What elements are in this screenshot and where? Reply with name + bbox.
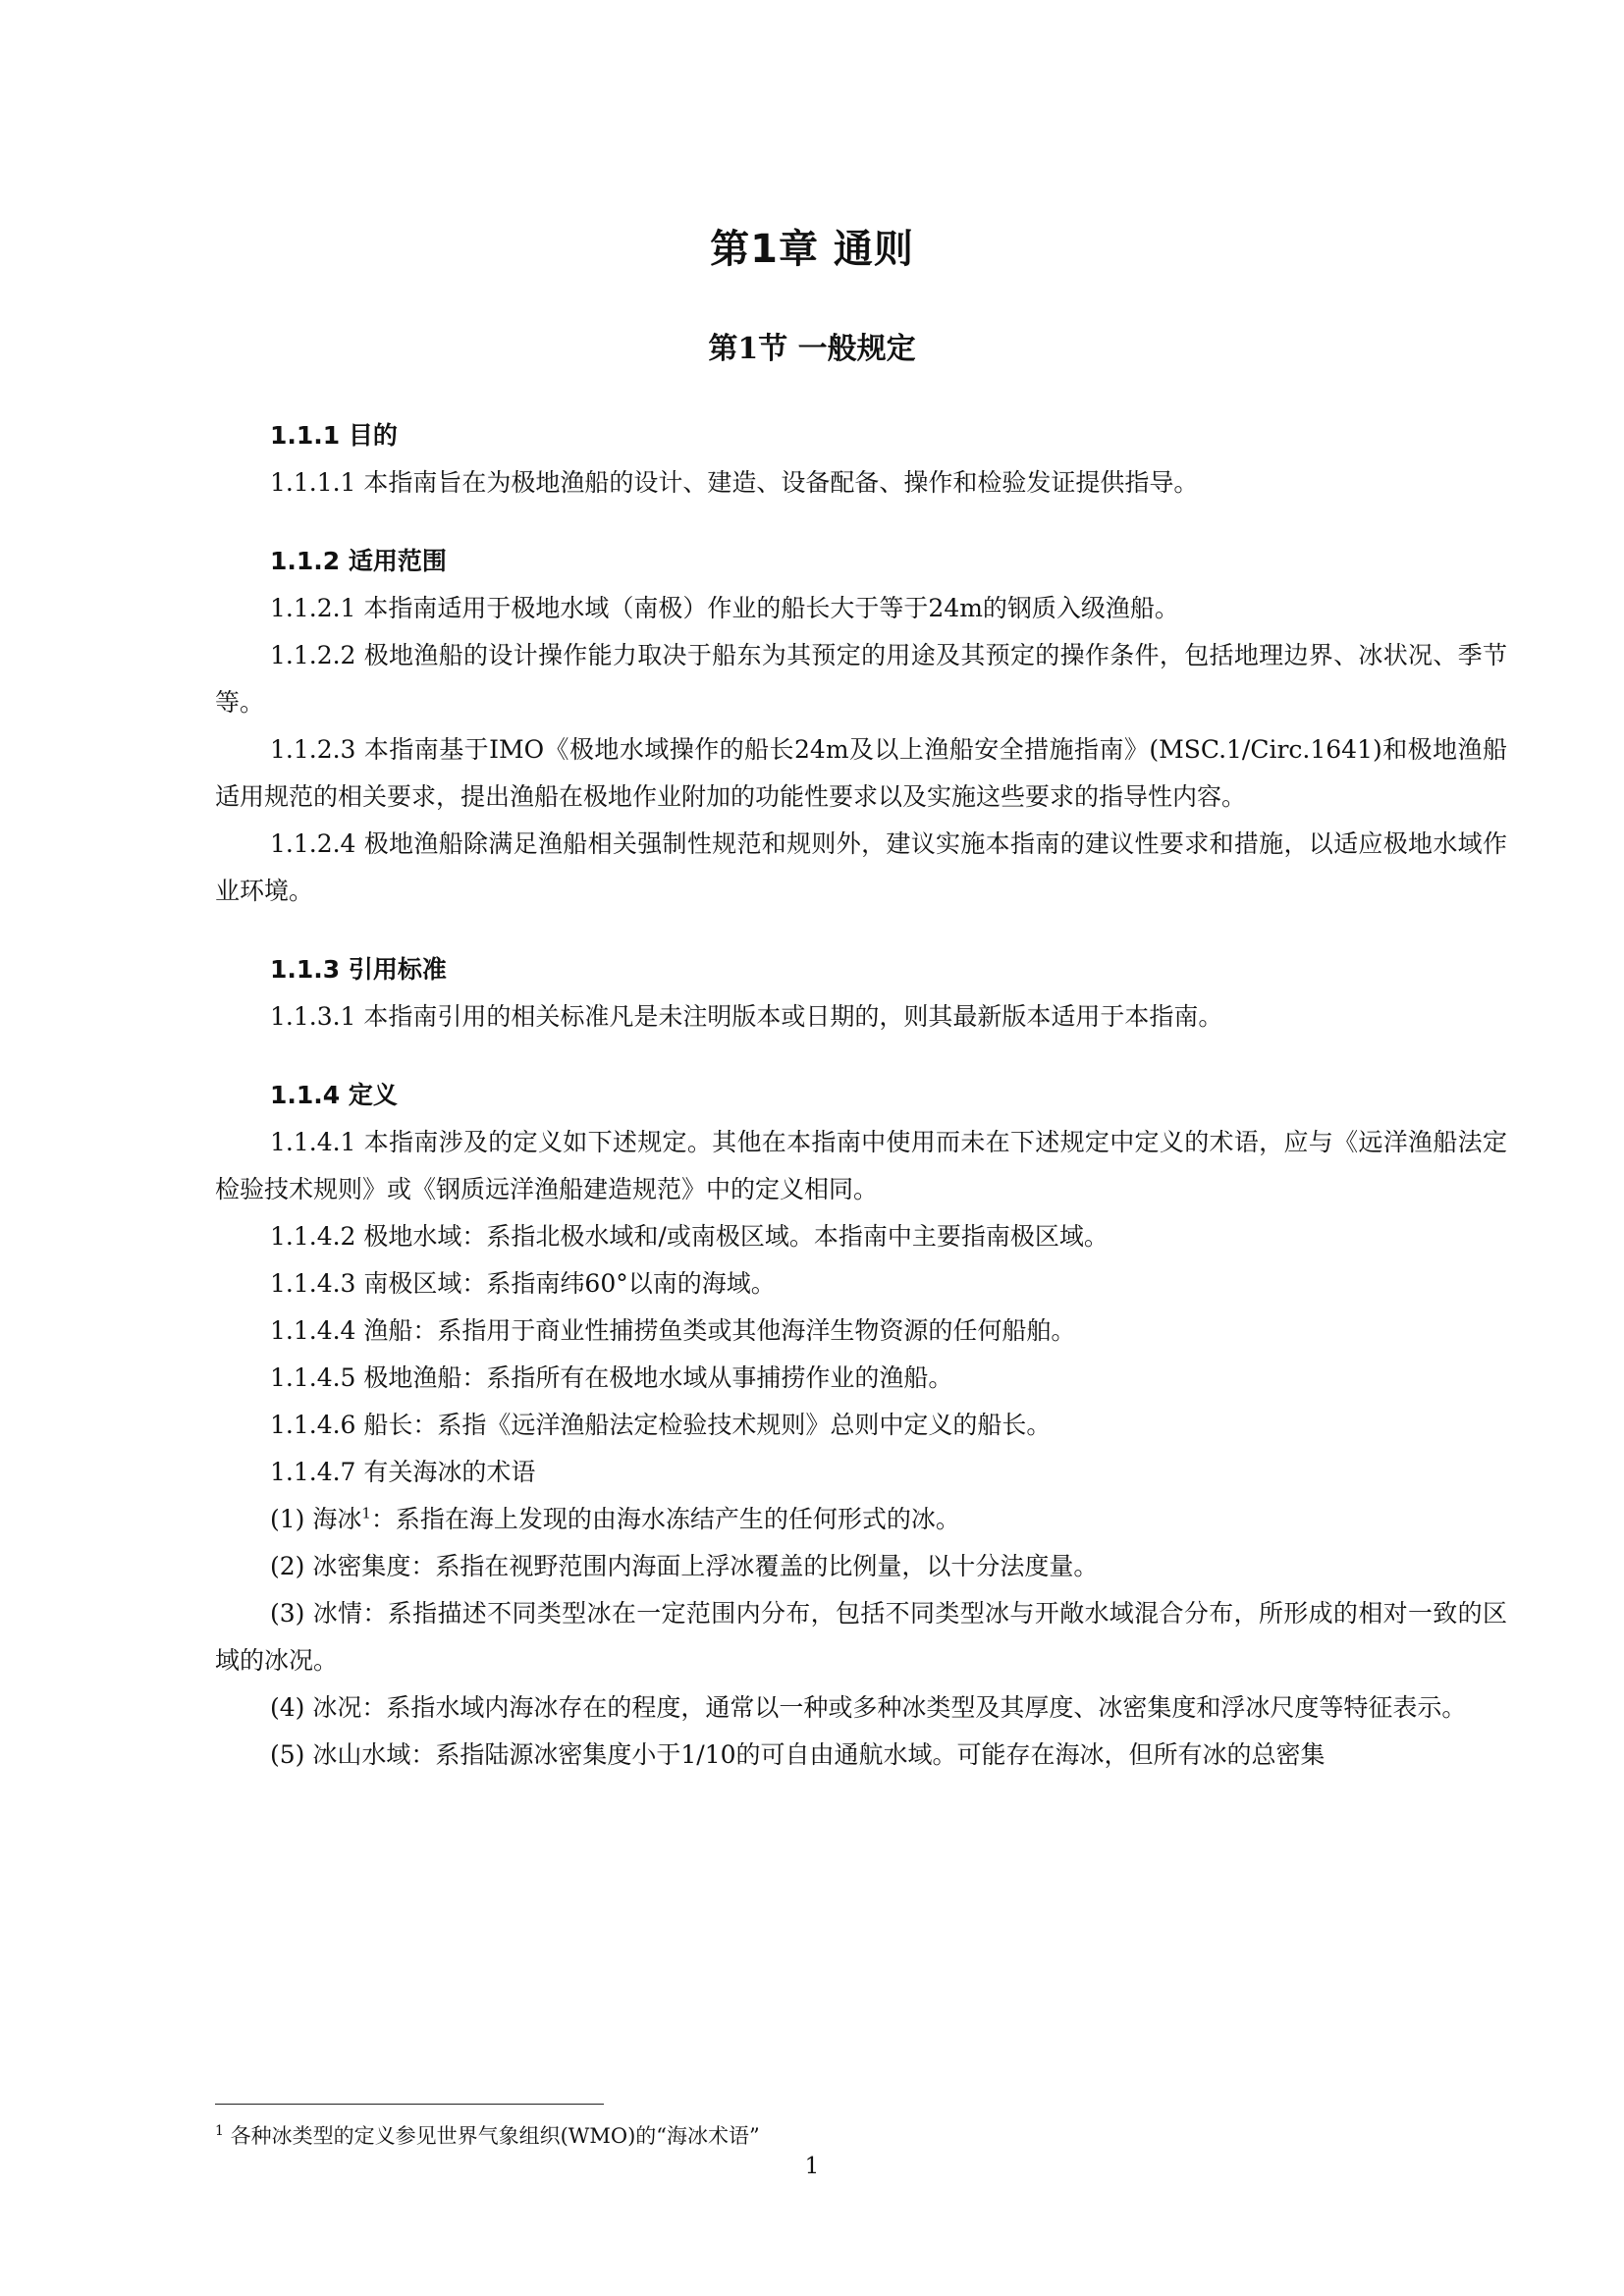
list-item-ice-regime: (3) 冰情：系指描述不同类型冰在一定范围内分布，包括不同类型冰与开敞水域混合分布，所形成的相对一致的区域的冰况。	[215, 1599, 1507, 1675]
paragraph-1-1-4-7: 1.1.4.7 有关海冰的术语	[270, 1458, 536, 1486]
list-item-bergy-water: (5) 冰山水域：系指陆源冰密集度小于1/10的可自由通航水域。可能存在海冰，但所有冰的总密集	[270, 1740, 1326, 1769]
heading-1-1-2: 1.1.2 适用范围	[270, 547, 447, 575]
list-item-ice-condition: (4) 冰况：系指水域内海冰存在的程度，通常以一种或多种冰类型及其厚度、冰密集度和浮冰尺度等特征表示。	[270, 1693, 1467, 1722]
paragraph-1-1-2-3: 1.1.2.3 本指南基于IMO《极地水域操作的船长24m及以上渔船安全措施指南》(MSC.1/Circ.1641)和极地渔船适用规范的相关要求，提出渔船在极地作业附加的功能性要求以及实施这些要求的指导性内容。	[215, 735, 1507, 811]
heading-1-1-1: 1.1.1 目的	[270, 421, 398, 450]
paragraph-1-1-3-1: 1.1.3.1 本指南引用的相关标准凡是未注明版本或日期的，则其最新版本适用于本指南。	[270, 1002, 1223, 1031]
footnote-text: 各种冰类型的定义参见世界气象组织(WMO)的“海冰术语”	[223, 2124, 760, 2148]
footnote-marker: 1	[215, 2123, 224, 2139]
footnote-divider	[215, 2104, 604, 2105]
paragraph-1-1-1-1: 1.1.1.1 本指南旨在为极地渔船的设计、建造、设备配备、操作和检验发证提供指导。	[270, 468, 1199, 497]
body-text	[215, 412, 1507, 1779]
paragraph-1-1-4-3: 1.1.4.3 南极区域：系指南纬60°以南的海域。	[270, 1269, 776, 1298]
list-item-ice-concentration: (2) 冰密集度：系指在视野范围内海面上浮冰覆盖的比例量，以十分法度量。	[270, 1552, 1099, 1580]
heading-1-1-3: 1.1.3 引用标准	[270, 955, 447, 984]
footnote-reference[interactable]: 1	[361, 1504, 371, 1522]
list-item-sea-ice-definition: ：系指在海上发现的由海水冻结产生的任何形式的冰。	[370, 1505, 960, 1533]
list-item-sea-ice-term: (1) 海冰	[270, 1505, 362, 1533]
paragraph-1-1-2-1: 1.1.2.1 本指南适用于极地水域（南极）作业的船长大于等于24m的钢质入级渔船。	[270, 594, 1179, 622]
paragraph-1-1-4-2: 1.1.4.2 极地水域：系指北极水域和/或南极区域。本指南中主要指南极区域。	[270, 1222, 1109, 1251]
paragraph-1-1-4-1: 1.1.4.1 本指南涉及的定义如下述规定。其他在本指南中使用而未在下述规定中定义的术语，应与《远洋渔船法定检验技术规则》或《钢质远洋渔船建造规范》中的定义相同。	[215, 1128, 1507, 1203]
paragraph-1-1-4-6: 1.1.4.6 船长：系指《远洋渔船法定检验技术规则》总则中定义的船长。	[270, 1411, 1052, 1439]
chapter-title: 第1章 通则	[710, 227, 914, 272]
list-item-sea-ice	[215, 1496, 1507, 1543]
paragraph-1-1-2-2: 1.1.2.2 极地渔船的设计操作能力取决于船东为其预定的用途及其预定的操作条件，包括地理边界、冰状况、季节等。	[215, 641, 1507, 717]
section-title: 第1节 一般规定	[708, 332, 916, 366]
page-number: 1	[804, 2154, 820, 2179]
paragraph-1-1-2-4: 1.1.2.4 极地渔船除满足渔船相关强制性规范和规则外，建议实施本指南的建议性要求和措施，以适应极地水域作业环境。	[215, 829, 1507, 905]
paragraph-1-1-4-5: 1.1.4.5 极地渔船：系指所有在极地水域从事捕捞作业的渔船。	[270, 1363, 953, 1392]
heading-1-1-4: 1.1.4 定义	[270, 1081, 398, 1109]
paragraph-1-1-4-4: 1.1.4.4 渔船：系指用于商业性捕捞鱼类或其他海洋生物资源的任何船舶。	[270, 1316, 1076, 1345]
footnote	[215, 2120, 760, 2150]
